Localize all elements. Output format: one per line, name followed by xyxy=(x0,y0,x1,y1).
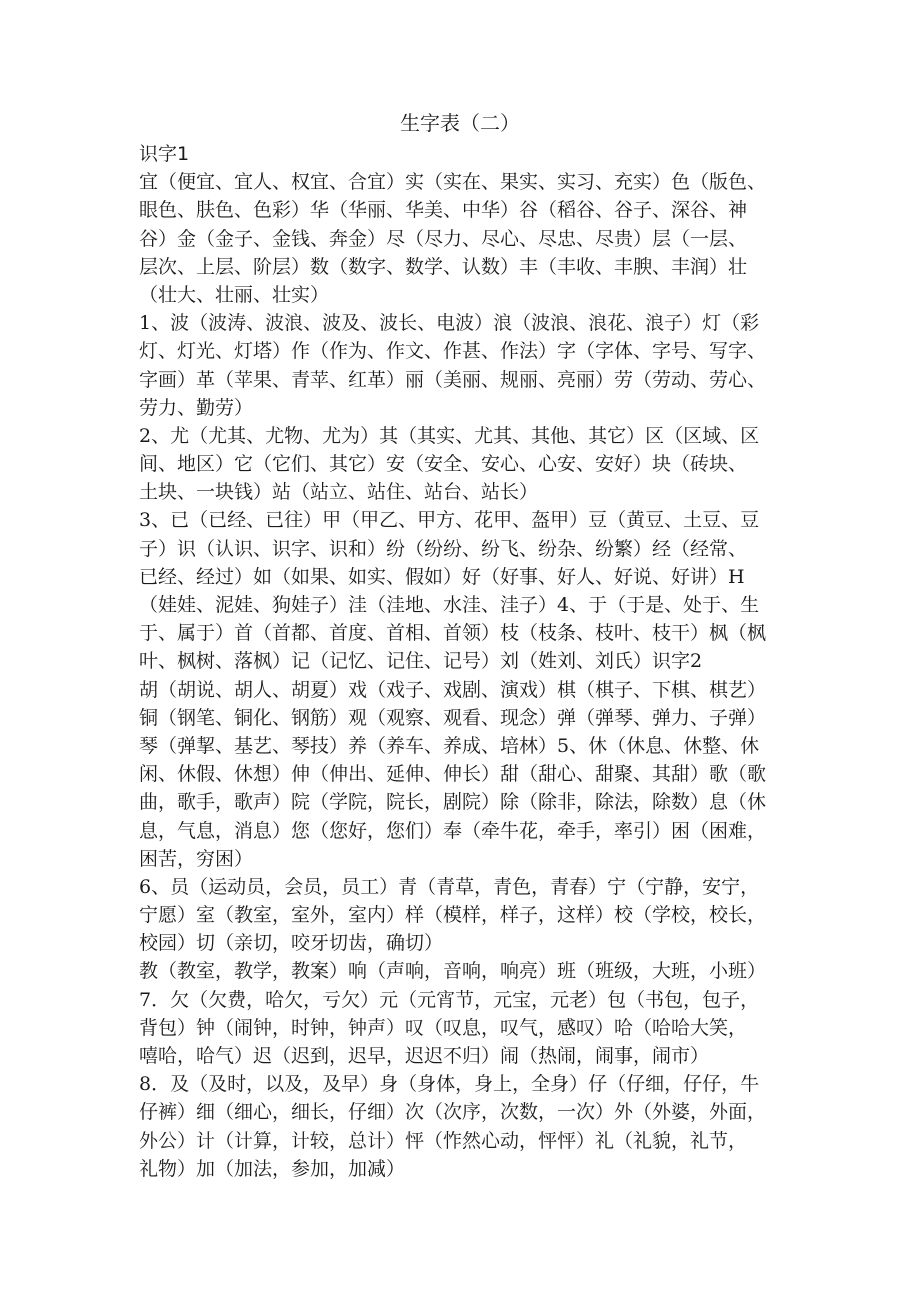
text-line: 教（教室，教学，教案）响（声响，音响，响亮）班（班级，大班，小班） xyxy=(139,960,767,983)
text-line: 宜（便宜、宜人、权宜、合宜）实（实在、果实、实习、充实）色（版色、 xyxy=(139,171,767,194)
text-line: 曲，歌手，歌声）院（学院，院长，剧院）除（除非，除法，除数）息（休 xyxy=(139,791,767,814)
text-line: 6、员（运动员，会员，员工）青（青草，青色，青春）宁（宁静，安宁， xyxy=(139,875,760,898)
text-line: 叶、枫树、落枫）记（记忆、记住、记号）刘（姓刘、刘氏）识字2 xyxy=(139,650,703,673)
text-line: 嘻哈，哈气）迟（迟到，迟早，迟迟不归）闹（热闹，闹事，闹市） xyxy=(139,1045,710,1067)
text-line: 背包）钟（闹钟，时钟，钟声）叹（叹息，叹气，感叹）哈（哈哈大笑， xyxy=(139,1016,748,1039)
text-line: 闲、休假、休想）伸（伸出、延伸、伸长）甜（甜心、甜聚、其甜）歌（歌 xyxy=(139,763,767,786)
section-heading: 识字1 xyxy=(139,143,190,165)
text-line: 礼物）加（加法，参加，加减） xyxy=(139,1157,406,1180)
text-line: 已经、经过）如（如果、如实、假如）好（好事、好人、好说、好讲）H xyxy=(139,565,745,588)
text-line: 间、地区）它（它们、其它）安（安全、安心、心安、安好）块（砖块、 xyxy=(139,453,748,476)
text-line: 字画）革（苹果、青苹、红革）丽（美丽、规丽、亮丽）劳（劳动、劳心、 xyxy=(139,368,767,391)
text-line: 仔裤）细（细心，细长，仔细）次（次序，次数，一次）外（外婆，外面， xyxy=(139,1101,767,1124)
text-line: 铜（钢笔、铜化、钢筋）观（观察、观看、现念）弹（弹琴、弹力、子弹） xyxy=(139,706,767,729)
text-line: 眼色、肤色、色彩）华（华丽、华美、中华）谷（稻谷、谷子、深谷、神 xyxy=(139,199,748,222)
text-line: 子）识（认识、识字、识和）纷（纷纷、纷飞、纷杂、纷繁）经（经常、 xyxy=(139,537,748,560)
text-line: 3、已（已经、已往）甲（甲乙、甲方、花甲、盔甲）豆（黄豆、土豆、豆 xyxy=(139,509,760,532)
text-line: 于、属于）首（首都、首度、首相、首领）枝（枝条、枝叶、枝干）枫（枫 xyxy=(139,622,767,645)
text-line: 息，气息，消息）您（您好，您们）奉（牵牛花，牵手，率引）困（困难， xyxy=(139,819,767,842)
text-line: 8．及（及时，以及，及早）身（身体，身上，全身）仔（仔细，仔仔，牛 xyxy=(139,1073,760,1096)
text-line: 土块、一块钱）站（站立、站住、站台、站长） xyxy=(139,481,539,504)
text-line: 胡（胡说、胡人、胡夏）戏（戏子、戏剧、演戏）棋（棋子、下棋、棋艺） xyxy=(139,678,767,701)
text-line: 1、波（波涛、波浪、波及、波长、电波）浪（波浪、浪花、浪子）灯（彩 xyxy=(139,312,760,335)
page-title: 生字表（二） xyxy=(400,111,520,135)
text-line: 2、尤（尤其、尤物、尤为）其（其实、尤其、其他、其它）区（区域、区 xyxy=(139,424,760,447)
text-line: 宁愿）室（教室，室外，室内）样（模样，样子，这样）校（学校，校长， xyxy=(139,904,767,927)
text-line: 校园）切（亲切，咬牙切齿，确切） xyxy=(139,932,444,955)
text-line: 层次、上层、阶层）数（数字、数学、认数）丰（丰收、丰腴、丰润）壮 xyxy=(139,255,748,278)
text-line: 劳力、勤劳） xyxy=(139,396,254,419)
text-line: 琴（弹挈、基艺、琴技）养（养车、养成、培林）5、休（休息、休整、休 xyxy=(139,734,760,757)
text-line: 谷）金（金子、金钱、奔金）尽（尽力、尽心、尽忠、尽贵）层（一层、 xyxy=(139,227,748,250)
text-line: 灯、灯光、灯塔）作（作为、作文、作甚、作法）字（字体、字号、写字、 xyxy=(139,340,767,363)
vocabulary-list xyxy=(139,140,799,1183)
text-line: （娃娃、泥娃、狗娃子）洼（洼地、水洼、洼子）4、于（于是、处于、生 xyxy=(139,594,760,616)
text-line: （壮大、壮丽、壮实） xyxy=(139,283,330,306)
text-line: 外公）计（计算，计较，总计）怦（怍然心动，怦怦）礼（礼貌，礼节， xyxy=(139,1129,748,1152)
text-line: 7．欠（欠费，哈欠，亏欠）元（元宵节，元宝，元老）包（书包，包子， xyxy=(139,988,760,1011)
text-line: 困苦，穷困） xyxy=(139,847,254,870)
